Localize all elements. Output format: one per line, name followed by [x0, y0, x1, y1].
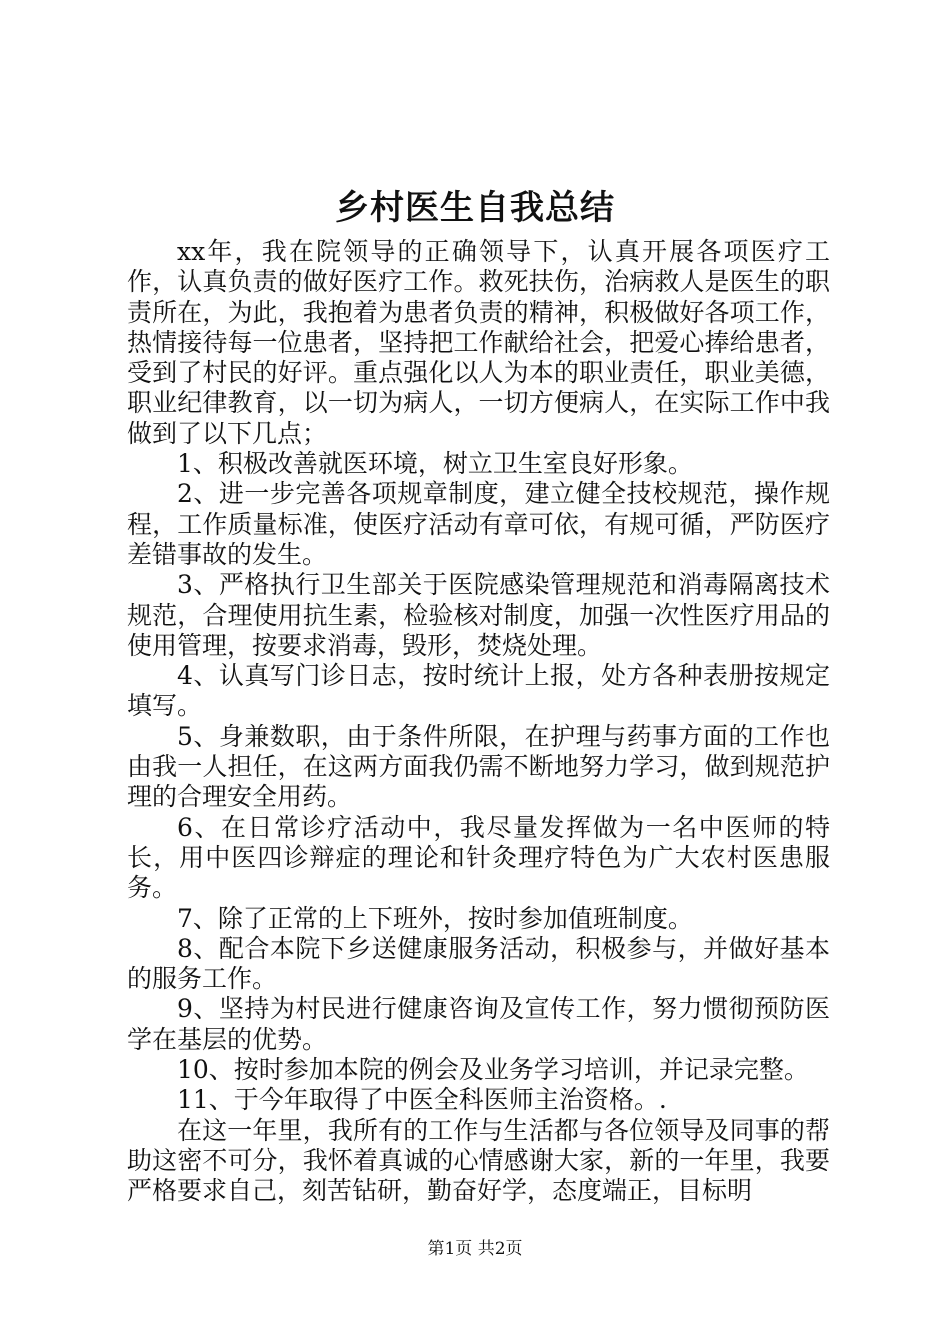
paragraph-item-5: 5、身兼数职，由于条件所限，在护理与药事方面的工作也由我一人担任，在这两方面我仍需不断地努力学习，做到规范护理的合理安全用药。 — [127, 721, 830, 812]
paragraph-item-2: 2、进一步完善各项规章制度，建立健全技校规范，操作规程，工作质量标准，使医疗活动有章可依，有规可循，严防医疗差错事故的发生。 — [127, 479, 830, 569]
paragraph-item-1: 1、积极改善就医环境，树立卫生室良好形象。 — [177, 449, 693, 479]
document-title: 乡村医生自我总结 — [335, 188, 615, 228]
paragraph-item-11: 11、于今年取得了中医全科医师主治资格。. — [177, 1085, 667, 1115]
paragraph-item-8: 8、配合本院下乡送健康服务活动，积极参与，并做好基本的服务工作。 — [127, 933, 830, 994]
paragraph-intro: xx年，我在院领导的正确领导下，认真开展各项医疗工作，认真负责的做好医疗工作。救死扶伤，治病救人是医生的职责所在，为此，我抱着为患者负责的精神，积极做好各项工作，热情接待每一位患者，坚持把工作献给社会，把爱心捧给患者，受到了村民的好评。重点强化以人为本的职业责任，职业美德，职业纪律教育，以一切为病人，一切方便病人，在实际工作中我做到了以下几点； — [127, 237, 830, 448]
paragraph-item-9: 9、坚持为村民进行健康咨询及宣传工作，努力惯彻预防医学在基层的优势。 — [127, 994, 830, 1054]
paragraph-closing: 在这一年里，我所有的工作与生活都与各位领导及同事的帮助这密不可分，我怀着真诚的心情感谢大家，新的一年里，我要严格要求自己，刻苦钻研，勤奋好学，态度端正，目标明 — [127, 1115, 830, 1206]
page-number-footer: 第1页 共2页 — [427, 1239, 523, 1259]
paragraph-item-4: 4、认真写门诊日志，按时统计上报，处方各种表册按规定填写。 — [127, 661, 830, 721]
paragraph-item-6: 6、在日常诊疗活动中，我尽量发挥做为一名中医师的特长，用中医四诊辩症的理论和针灸理疗特色为广大农村医患服务。 — [127, 812, 830, 903]
paragraph-item-7: 7、除了正常的上下班外，按时参加值班制度。 — [177, 903, 693, 933]
document-body — [127, 237, 830, 1207]
paragraph-item-10: 10、按时参加本院的例会及业务学习培训，并记录完整。 — [177, 1055, 809, 1085]
paragraph-item-3: 3、严格执行卫生部关于医院感染管理规范和消毒隔离技术规范，合理使用抗生素，检验核对制度，加强一次性医疗用品的使用管理，按要求消毒，毁形，焚烧处理。 — [127, 570, 830, 660]
